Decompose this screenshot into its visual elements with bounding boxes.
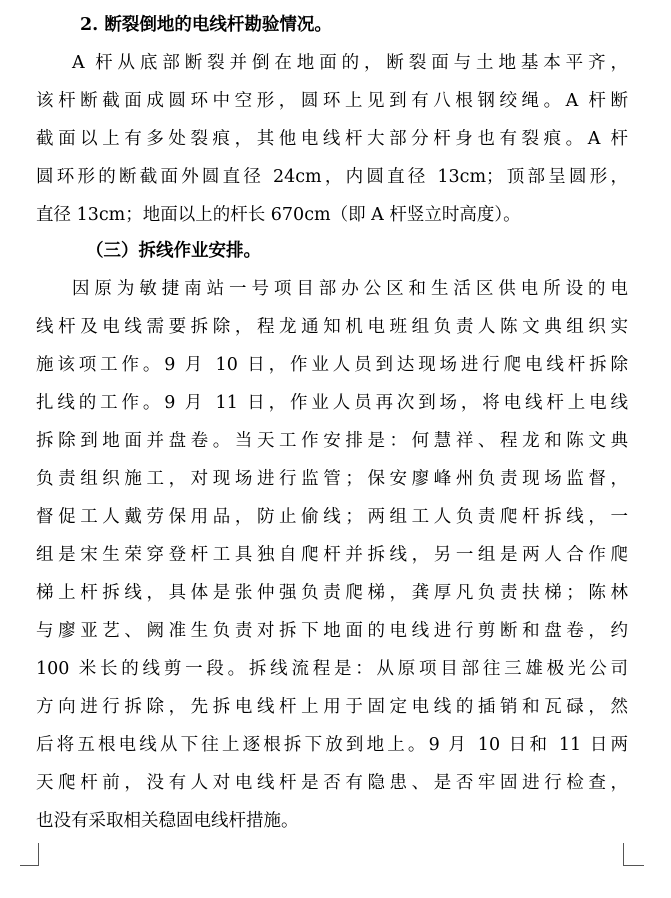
paragraph-line: A 杆从底部断裂并倒在地面的，断裂面与土地基本平齐，: [72, 53, 628, 73]
paragraph-line: 梯上杆拆线，具体是张仲强负责爬梯，龚厚凡负责扶梯；陈林: [36, 583, 628, 603]
page-corner-mark-right: [623, 843, 644, 866]
paragraph-line: 方向进行拆除，先拆电线杆上用于固定电线的插销和瓦碌，然: [36, 697, 628, 717]
paragraph-line: 施该项工作。9 月 10 日，作业人员到达现场进行爬电线杆拆除: [36, 355, 628, 375]
paragraph-line: 圆环形的断截面外圆直径 24cm，内圆直径 13cm；顶部呈圆形，: [36, 167, 628, 187]
paragraph-line: 该杆断截面成圆环中空形，圆环上见到有八根钢绞绳。A 杆断: [36, 91, 628, 111]
paragraph-line: 也没有采取相关稳固电线杆措施。: [36, 811, 299, 831]
paragraph-line: 扎线的工作。9 月 11 日，作业人员再次到场，将电线杆上电线: [36, 393, 628, 413]
paragraph-line: 后将五根电线从下往上逐根拆下放到地上。9 月 10 日和 11 日两: [36, 735, 628, 755]
page-corner-mark-left: [20, 843, 39, 866]
paragraph-line: 直径 13cm；地面以上的杆长 670cm（即 A 杆竖立时高度）。: [36, 205, 521, 225]
section-heading-2: 2. 断裂倒地的电线杆勘验情况。: [80, 15, 332, 35]
paragraph-line: 天爬杆前，没有人对电线杆是否有隐患、是否牢固进行检查，: [36, 773, 628, 793]
paragraph-line: 拆除到地面并盘卷。当天工作安排是：何慧祥、程龙和陈文典: [36, 431, 628, 451]
paragraph-line: 线杆及电线需要拆除，程龙通知机电班组负责人陈文典组织实: [36, 317, 628, 337]
paragraph-line: 100 米长的线剪一段。拆线流程是：从原项目部往三雄极光公司: [36, 659, 628, 679]
paragraph-line: 组是宋生荣穿登杆工具独自爬杆并拆线，另一组是两人合作爬: [36, 545, 628, 565]
paragraph-line: 督促工人戴劳保用品，防止偷线；两组工人负责爬杆拆线，一: [36, 507, 628, 527]
paragraph-line: 负责组织施工，对现场进行监管；保安廖峰州负责现场监督，: [36, 469, 628, 489]
section-heading-3: （三）拆线作业安排。: [86, 241, 261, 261]
paragraph-line: 截面以上有多处裂痕，其他电线杆大部分杆身也有裂痕。A 杆: [36, 129, 628, 149]
paragraph-line: 因原为敏捷南站一号项目部办公区和生活区供电所设的电: [72, 279, 628, 299]
paragraph-line: 与廖亚艺、阙准生负责对拆下地面的电线进行剪断和盘卷，约: [36, 621, 628, 641]
